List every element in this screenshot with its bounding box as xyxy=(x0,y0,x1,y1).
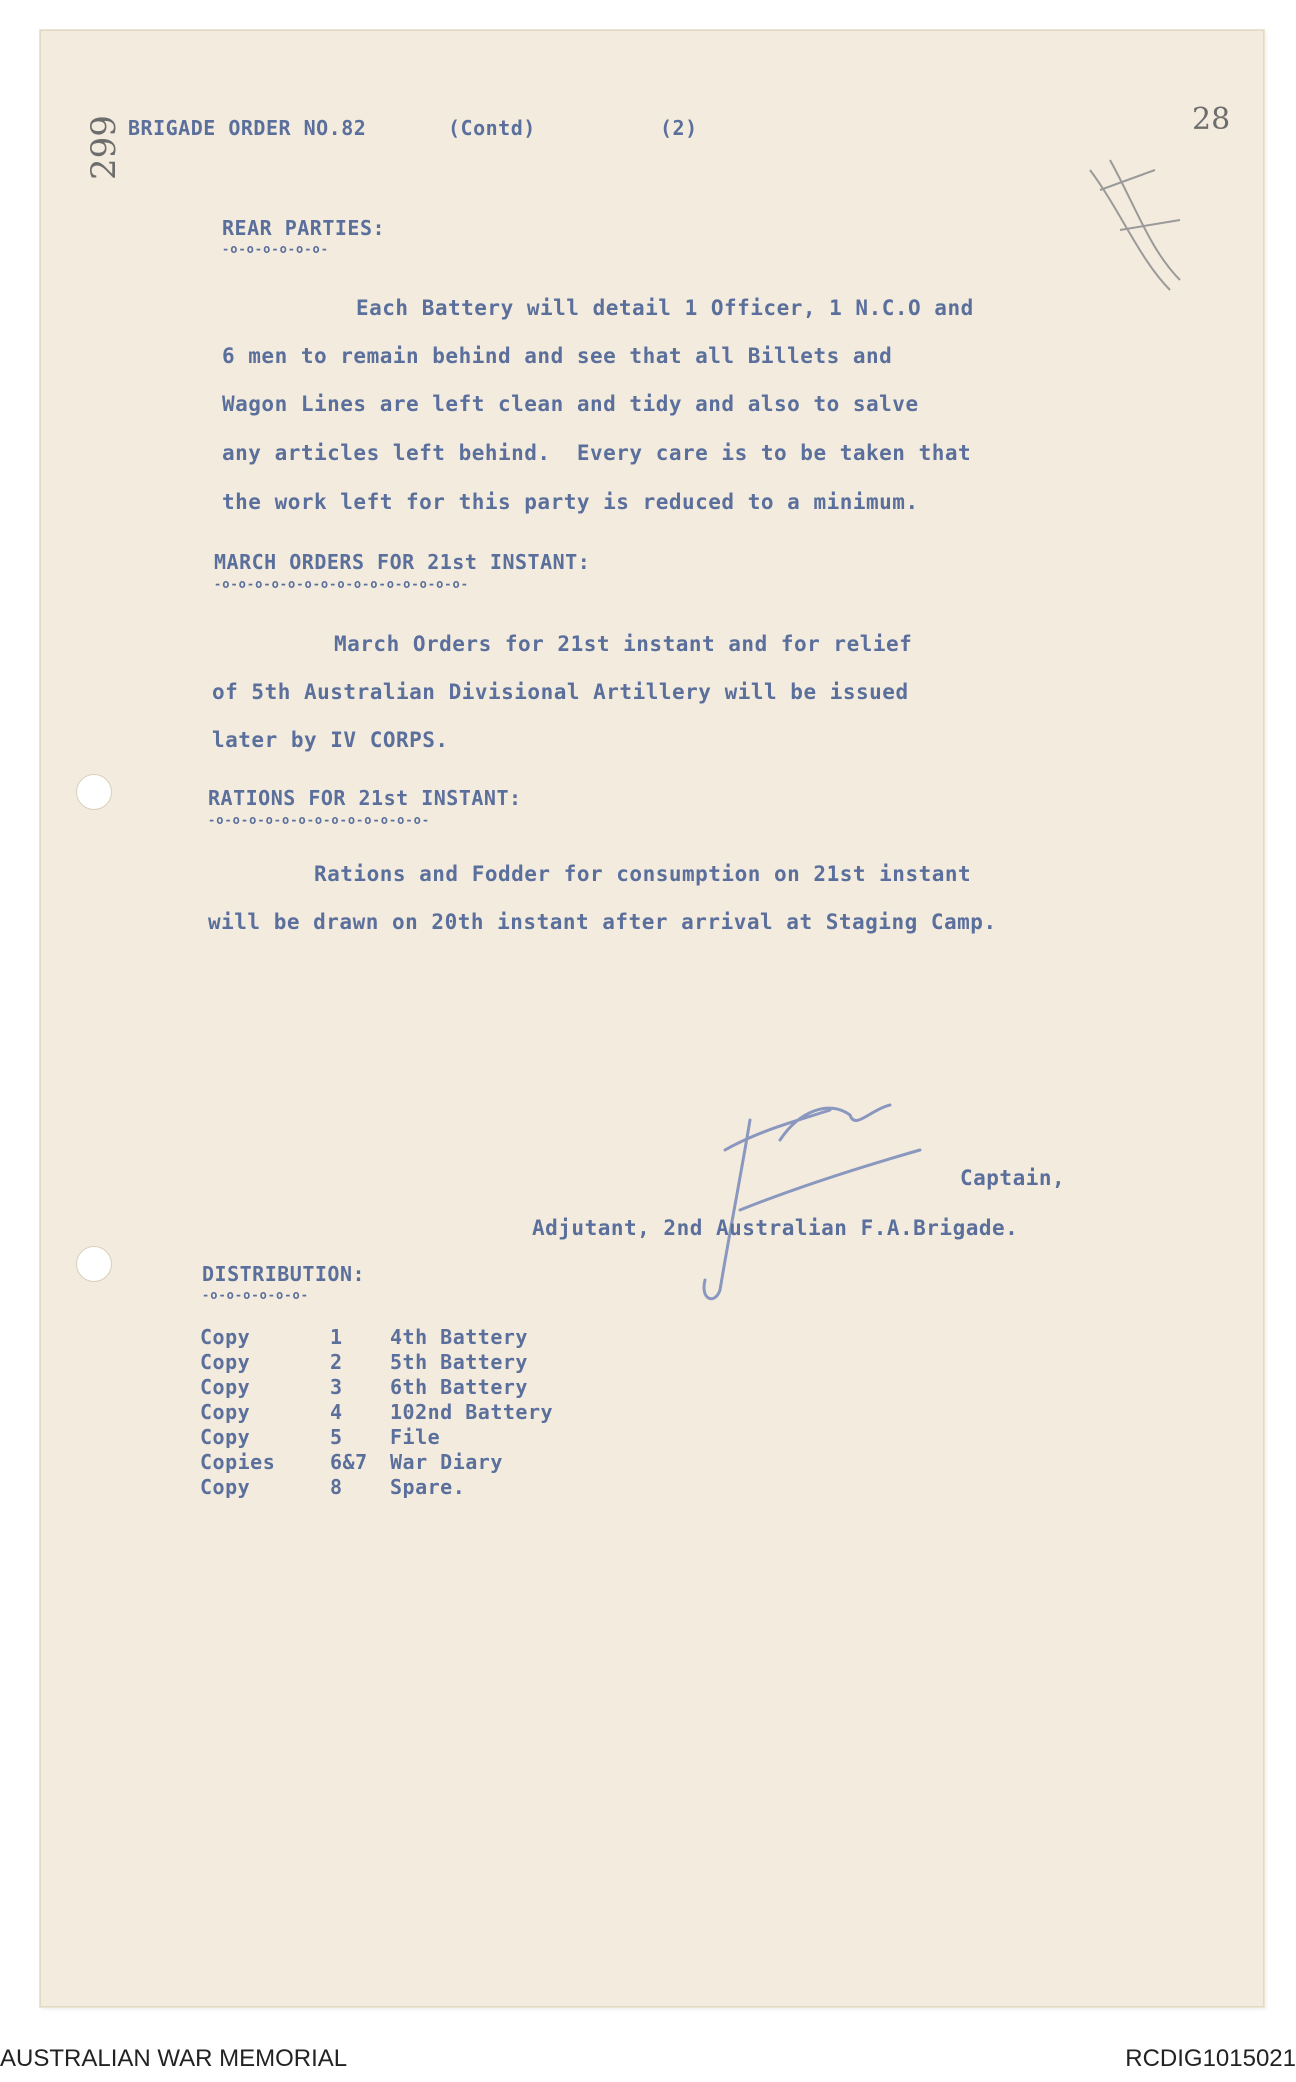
text-line: Each Battery will detail 1 Officer, 1 N.C.O and xyxy=(356,296,974,320)
signature-title: Adjutant, 2nd Australian F.A.Brigade. xyxy=(532,1216,1019,1240)
text-line: later by IV CORPS. xyxy=(212,728,449,752)
text-line: March Orders for 21st instant and for relief xyxy=(334,632,913,656)
text-line: of 5th Australian Divisional Artillery will be issued xyxy=(212,680,909,704)
table-row xyxy=(200,1425,553,1450)
copy-label: Copy xyxy=(200,1350,251,1374)
text-line: the work left for this party is reduced to a minimum. xyxy=(222,490,919,514)
copy-number: 1 xyxy=(330,1325,343,1349)
copy-recipient: 6th Battery xyxy=(390,1375,528,1399)
order-contd: (Contd) xyxy=(448,116,536,140)
text-line: any articles left behind. Every care is to be taken that xyxy=(222,441,972,465)
section-heading-rear-parties: REAR PARTIES: xyxy=(222,216,386,240)
copy-number: 8 xyxy=(330,1475,343,1499)
signature-rank: Captain, xyxy=(960,1166,1066,1190)
folio-number: 28 xyxy=(1192,102,1231,137)
page-number: (2) xyxy=(660,116,698,140)
handwritten-signature xyxy=(680,1090,940,1310)
footer-institution: AUSTRALIAN WAR MEMORIAL xyxy=(0,2045,348,2072)
section-underline: -o-o-o-o-o-o- xyxy=(202,1288,309,1302)
table-row xyxy=(200,1375,553,1400)
section-underline: -o-o-o-o-o-o-o-o-o-o-o-o-o- xyxy=(208,813,431,827)
copy-number: 5 xyxy=(330,1425,343,1449)
text-line: Wagon Lines are left clean and tidy and also to salve xyxy=(222,392,919,416)
copy-number: 6&7 xyxy=(330,1450,368,1474)
section-underline: -o-o-o-o-o-o-o-o-o-o-o-o-o-o-o- xyxy=(214,577,469,591)
copy-recipient: 102nd Battery xyxy=(390,1400,554,1424)
copy-label: Copy xyxy=(200,1375,251,1399)
order-title: BRIGADE ORDER NO.82 xyxy=(128,116,367,140)
copy-recipient: Spare. xyxy=(390,1475,466,1499)
copy-recipient: File xyxy=(390,1425,441,1449)
text-line: 6 men to remain behind and see that all Billets and xyxy=(222,344,893,368)
footer-record-id: RCDIG1015021 xyxy=(1125,2045,1296,2072)
copy-label: Copy xyxy=(200,1325,251,1349)
text-line: Rations and Fodder for consumption on 21st instant xyxy=(314,862,972,886)
copy-label: Copy xyxy=(200,1425,251,1449)
copy-recipient: 5th Battery xyxy=(390,1350,528,1374)
stamp-number: 299 xyxy=(84,115,124,180)
copy-number: 2 xyxy=(330,1350,343,1374)
copy-label: Copy xyxy=(200,1400,251,1424)
copy-label: Copy xyxy=(200,1475,251,1499)
pencil-mark xyxy=(1080,150,1190,300)
punch-hole-lower xyxy=(76,1246,112,1282)
text-line: will be drawn on 20th instant after arrival at Staging Camp. xyxy=(208,910,997,934)
distribution-list xyxy=(200,1325,553,1500)
copy-number: 4 xyxy=(330,1400,343,1424)
copy-number: 3 xyxy=(330,1375,343,1399)
section-underline: -o-o-o-o-o-o- xyxy=(222,242,329,256)
table-row xyxy=(200,1475,553,1500)
copy-label: Copies xyxy=(200,1450,276,1474)
distribution-heading: DISTRIBUTION: xyxy=(202,1262,366,1286)
document-page xyxy=(40,30,1264,2007)
table-row xyxy=(200,1350,553,1375)
section-heading-rations: RATIONS FOR 21st INSTANT: xyxy=(208,786,522,810)
section-heading-march-orders: MARCH ORDERS FOR 21st INSTANT: xyxy=(214,550,591,574)
table-row xyxy=(200,1450,553,1475)
copy-recipient: War Diary xyxy=(390,1450,503,1474)
table-row xyxy=(200,1400,553,1425)
copy-recipient: 4th Battery xyxy=(390,1325,528,1349)
punch-hole-upper xyxy=(76,774,112,810)
table-row xyxy=(200,1325,553,1350)
